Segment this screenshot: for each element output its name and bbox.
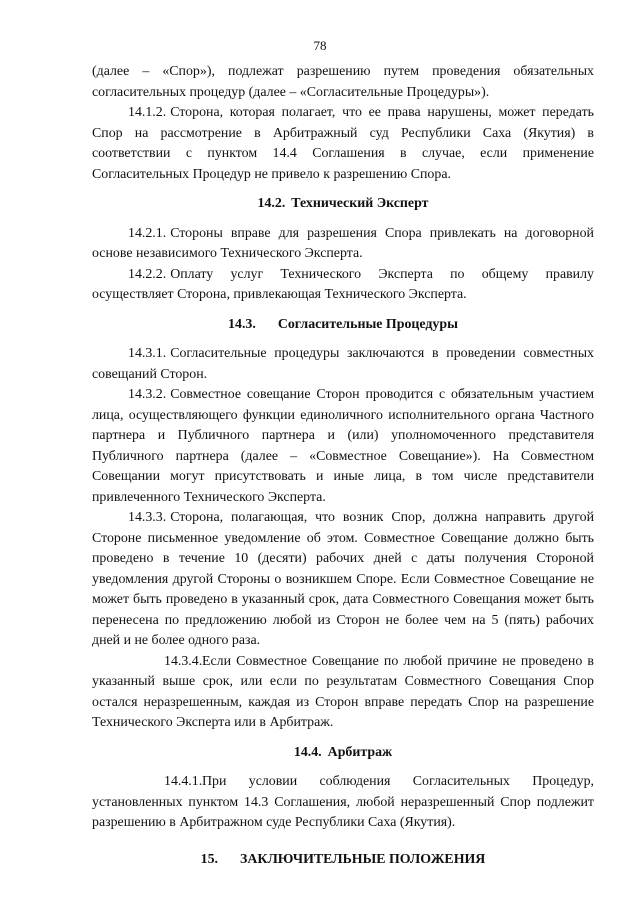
clause-text: Совместное совещание Сторон проводится с обязательным участием лица, осуществляющего функции единоличного исполнительного органа Частного партнера и Публичного партнера и (или) уполномоченного представителя Публичного партнера (далее – «Совместное Совещание»). На Совместном Совещании могут присутствовать и иные лица, в том числе представители привлеченного Технического Эксперта. (92, 387, 594, 505)
heading-15 (92, 850, 594, 871)
heading-title: Согласительные Процедуры (277, 316, 458, 332)
heading-title: ЗАКЛЮЧИТЕЛЬНЫЕ ПОЛОЖЕНИЯ (240, 851, 486, 867)
clause-14-1-2 (92, 103, 594, 185)
clause-number: 14.4.1. (164, 774, 203, 789)
clause-text: Оплату услуг Технического Эксперта по общему правилу осуществляет Сторона, привлекающая Технического Эксперта. (92, 266, 594, 302)
clause-text: Сторона, которая полагает, что ее права нарушены, может передать Спор на рассмотрение в Арбитражный суд Республики Саха (Якутия) в соответствии с пунктом 14.4 Соглашения в случае, если применение Согласительных Процедур не привело к разрешению Спора. (92, 105, 594, 182)
clause-14-3-1 (92, 344, 594, 385)
clause-14-2-2 (92, 265, 594, 306)
clause-number: 14.3.1. (128, 346, 167, 361)
heading-14-2 (92, 194, 594, 215)
clause-14-2-1 (92, 224, 594, 265)
page-number: 78 (313, 38, 327, 53)
clause-text: Согласительные процедуры заключаются в проведении совместных совещаний Сторон. (92, 346, 594, 382)
heading-number: 15. (200, 851, 219, 867)
clause-14-4-1 (92, 772, 594, 834)
clause-number: 14.1.2. (128, 105, 167, 120)
heading-number: 14.3. (228, 316, 256, 332)
heading-number: 14.4. (293, 744, 322, 760)
clause-14-3-2 (92, 385, 594, 508)
clause-14-3-4 (92, 652, 594, 734)
heading-14-3 (92, 315, 594, 336)
heading-title: Арбитраж (327, 744, 393, 760)
heading-title: Технический Эксперт (291, 196, 429, 211)
clause-14-3-3 (92, 508, 594, 652)
clause-number: 14.3.2. (128, 387, 167, 402)
clause-text: При условии соблюдения Согласительных Процедур, установленных пунктом 14.3 Соглашения, любой неразрешенный Спор подлежит разрешению в Арбитражном суде Республики Саха (Якутия). (92, 774, 594, 830)
clause-number: 14.3.4. (164, 653, 203, 669)
heading-14-4 (92, 743, 594, 764)
clause-number: 14.2.2. (128, 266, 167, 282)
clause-text: Если Совместное Совещание по любой причине не проведено в указанный выше срок, или если по результатам Совместного Совещания Спор остался неразрешенным, каждая из Сторон вправе передать Спор на разрешение Технического Эксперта или в Арбитраж. (92, 653, 594, 730)
heading-number: 14.2. (257, 196, 286, 211)
clause-number: 14.3.3. (128, 510, 167, 525)
clause-text: Сторона, полагающая, что возник Спор, должна направить другой Стороне письменное уведомление об этом. Совместное Совещание должно быть проведено в течение 10 (десяти) рабочих дней с даты получения Стороной уведомления другой Стороны о возникшем Споре. Если Совместное Совещание не может быть проведено в указанный срок, дата Совместного Совещания может быть перенесена по предложению любой из Сторон не более чем на 5 (пять) рабочих дней и не более одного раза. (92, 510, 594, 648)
clause-number: 14.2.1. (128, 225, 167, 241)
document-body (92, 62, 594, 870)
clause-text: Стороны вправе для разрешения Спора привлекать на договорной основе независимого Технического Эксперта. (92, 225, 594, 261)
intro-paragraph: (далее – «Спор»), подлежат разрешению путем проведения обязательных согласительных процедур (далее – «Согласительные Процедуры»). (92, 64, 594, 100)
